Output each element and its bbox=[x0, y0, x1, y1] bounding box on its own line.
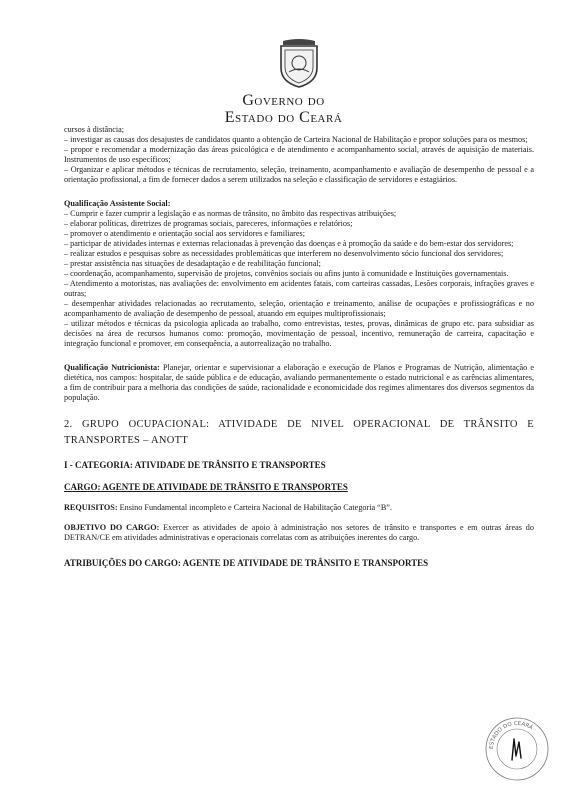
social-item: – realizar estudos e pesquisas sobre as necessidades problemáticas que interferem no desenvolvimento sócio funcional dos servidores; bbox=[64, 249, 504, 258]
social-item: – coordenação, acompanhamento, supervisão de projetos, convênios sociais ou afins junto à comunidade e Instituições governamentais. bbox=[64, 269, 509, 278]
intro-line: – Organizar e aplicar métodos e técnicas de recrutamento, seleção, treinamento, acompanhamento e avaliação de desempenho de pessoal e a orientação profissional, a fim de fornecer dados a serem utilizados na seleção e classificação de servidores e estagiários. bbox=[64, 165, 534, 184]
nutri-title: Qualificação Nutricionista: bbox=[64, 363, 160, 372]
intro-line: cursos à distância; bbox=[64, 125, 125, 134]
header-line-2: Estado do Ceará bbox=[224, 109, 343, 126]
nutri-text: Planejar, orientar e supervisionar a elaboração e execução de Planos e Programas de Nutrição, alimentação e dietética, nos campos: hospitalar, de saúde pública e de educação, avaliando permanentemente o estado nutricional e as carências alimentares, a fim de contribuir para a melhoria das condições de saúde, racionalidade e economicidade dos regimes alimentares dos diversos segmentos da população. bbox=[64, 363, 534, 402]
social-item: – utilizar métodos e técnicas da psicologia aplicada ao trabalho, como entrevistas, testes, provas, dinâmicas de grupo etc. para subsidiar as decisões na área de recursos humanos como: promoção, movimentação de pessoal, incentivo, remuneração de carreira, capacitação e integração funcional e promover, em consequência, a autorrealização no trabalho. bbox=[64, 319, 534, 348]
social-item: – desempenhar atividades relacionadas ao recrutamento, seleção, orientação e treinamento, análise de ocupações e profissiográficas e no acompanhamento de avaliação de desempenho de pessoal, atuando em equipes multiprofissionais; bbox=[64, 299, 534, 318]
social-title: Qualificação Assistente Social: bbox=[64, 199, 171, 208]
atribuicoes-title: ATRIBUIÇÕES DO CARGO: AGENTE DE ATIVIDADE DE TRÂNSITO E TRANSPORTES bbox=[64, 558, 429, 568]
state-seal-icon bbox=[277, 38, 321, 88]
header-line-1: Governo do bbox=[242, 92, 325, 109]
objetivo-label: OBJETIVO DO CARGO: bbox=[64, 523, 160, 532]
document-body bbox=[64, 125, 534, 569]
requisitos-text: Ensino Fundamental incompleto e Carteira Nacional de Habilitação Categoria “B”. bbox=[117, 503, 392, 512]
cargo-title: CARGO: AGENTE DE ATIVIDADE DE TRÂNSITO E TRANSPORTES bbox=[64, 482, 348, 492]
nutri-paragraph bbox=[64, 363, 534, 403]
social-item: – participar de atividades internas e externas relacionadas à prevenção das doenças e à promoção da saúde e do bem-estar dos servidores; bbox=[64, 239, 514, 248]
group-title: 2. GRUPO OCUPACIONAL: ATIVIDADE DE NIVEL OPERACIONAL DE TRÂNSITO E TRANSPORTES – ANOTT bbox=[64, 419, 534, 446]
objetivo-text: Exercer as atividades de apoio à administração nos setores de trânsito e transportes e em outras áreas do DETRAN/CE em atividades administrativas e operacionais correlatas com as atribuições inerentes do cargo. bbox=[64, 523, 534, 542]
category-title: I - CATEGORIA: ATIVIDADE DE TRÂNSITO E TRANSPORTES bbox=[64, 460, 326, 470]
social-item: – elaborar políticas, diretrizes de programas sociais, pareceres, informações e relatórios; bbox=[64, 219, 353, 228]
government-header bbox=[0, 92, 567, 126]
signature-mark bbox=[508, 736, 526, 762]
intro-line: – propor e recomendar a modernização das áreas psicológica e de atendimento e acompanhamento social, através de aquisição de materiais. Instrumentos de uso específicos; bbox=[64, 145, 534, 164]
objetivo-paragraph bbox=[64, 523, 534, 543]
requisitos-label: REQUISITOS: bbox=[64, 503, 118, 512]
social-item: – promover o atendimento e orientação social aos servidores e familiares; bbox=[64, 229, 305, 238]
social-item: – prestar assistência nas situações de desadaptação e de reabilitação funcional; bbox=[64, 259, 321, 268]
social-item: – Atendimento a motoristas, nas avaliações de: envolvimento em acidentes fatais, com carteiras cassadas, Lesões corporais, infrações graves e outras; bbox=[64, 279, 534, 298]
requisitos-paragraph bbox=[64, 503, 534, 513]
intro-line: – investigar as causas dos desajustes de candidatos quanto a obtenção de Carteira Nacional de Habilitação e propor soluções para os mesmos; bbox=[64, 135, 528, 144]
social-item: – Cumprir e fazer cumprir a legislação e as normas de trânsito, no âmbito das respectivas atribuições; bbox=[64, 209, 397, 218]
stamp-text: ESTADO DO CEARÁ bbox=[488, 720, 534, 750]
